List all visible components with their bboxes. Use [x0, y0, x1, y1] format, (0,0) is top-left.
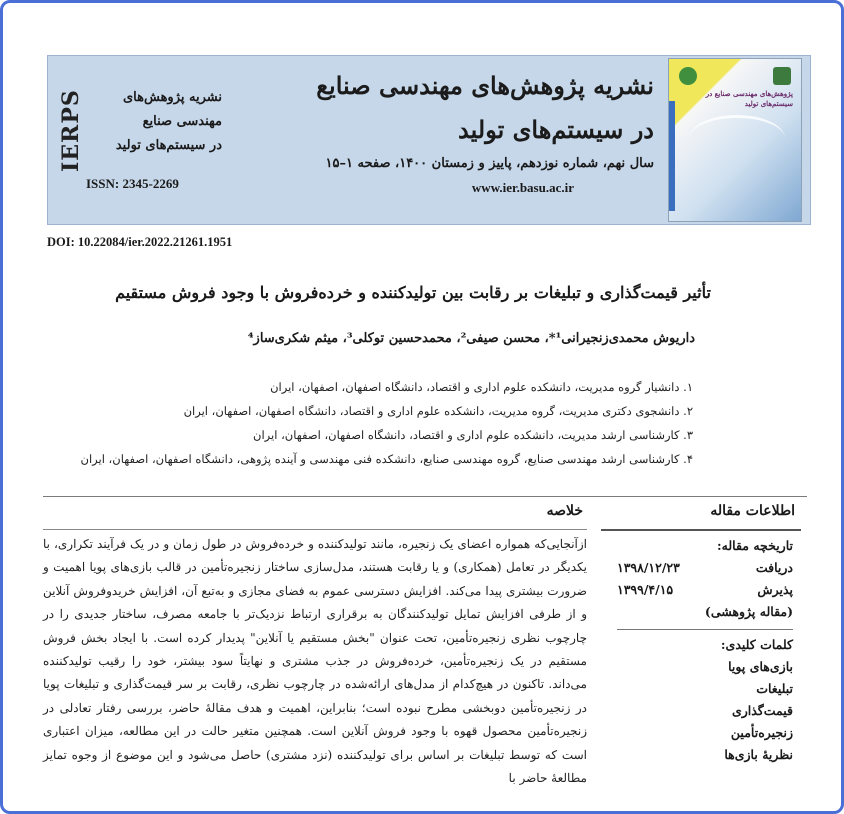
affiliation-item: ۱. دانشیار گروه مدیریت، دانشکده علوم اداری و اقتصاد، دانشگاه اصفهان، اصفهان، ایران: [270, 380, 693, 394]
article-type: (مقاله پژوهشی): [704, 604, 793, 619]
doi-link[interactable]: DOI: 10.22084/ier.2022.21261.1951: [47, 235, 233, 249]
divider: [43, 496, 807, 497]
keyword: بازی‌های پویا: [728, 659, 793, 674]
keyword: نظریهٔ بازی‌ها: [724, 747, 793, 762]
abstract-heading: خلاصه: [546, 503, 583, 519]
affiliation-item: ۴. کارشناسی ارشد مهندسی صنایع، گروه مهندسی صنایع، دانشکده فنی مهندسی و آینده پژوهی، دانشگاه اصفهان، اصفهان، ایران: [80, 452, 693, 466]
keywords-label: کلمات کلیدی:: [720, 637, 793, 652]
abstract-text: ازآنجایی‌که همواره اعضای یک زنجیره، مانند تولیدکننده و خرده‌فروش در طول زمان و در یک فرآیند تکراری، با یکدیگر در تعامل (همکاری) و یا رقابت هستند، مدل‌سازی ساختار زنجیره‌تأمین در قالب بازی‌های پویا اهمیت و ضرورت بیشتری پیدا می‌کند. افزایش دسترسی عموم به فضای مجازی و به‌تبع آن، افزایش خریدوفروش آنلاین و از طرفی افزایش تمایل تولیدکنندگان به برقراری ارتباط نزدیک‌تر با جامعه مصرف، ساختار جدیدی را در چارچوب نظری زنجیره‌تأمین، تحت عنوان "بخش مستقیم یا آنلاین" پدیدار کرده است. با ایجاد بخش فروش مستقیم در یک زنجیره‌تأمین، خرده‌فروش در جذب مشتری و نهایتاً سود بیشتر، خود را رقیب تولیدکننده می‌داند. تاکنون در هیچ‌کدام از مدل‌های ارائه‌شده در چارچوب نظری، رقابت بر سر قیمت‌گذاری و تبلیغات پویا در زنجیره‌تأمین دوبخشی مطرح نبوده است؛ بنابراین، اهمیت و هدف مقالهٔ حاضر، بررسی رفتار تعادلی در زنجیره‌تأمین محصول قهوه با وجود فروش آنلاین است. همچنین متغیر حالت در این مطالعه، میزان اعتباری است که توسط تبلیغات بر اساس برای تولیدکننده (نزد مشتری) حاصل می‌شود و این موضوع از وجوه تمایز مطالعهٔ حاضر با: [43, 537, 587, 786]
logo-text: نشریه پژوهش‌های مهندسی صنایع در سیستم‌های تولید: [115, 90, 222, 153]
ierps-logo: IERPS: [58, 89, 84, 172]
received-row: دریافت ۱۳۹۸/۱۲/۲۳: [617, 560, 793, 575]
affiliations: [80, 375, 693, 471]
university-logo-icon: [679, 67, 697, 85]
issue-info: سال نهم، شماره نوزدهم، پاییز و زمستان ۱۴۰۰، صفحه ۱–۱۵: [325, 156, 654, 171]
keyword: تبلیغات: [756, 681, 793, 696]
journal-cover-image: [668, 58, 802, 222]
issn: ISSN: 2345-2269: [86, 176, 179, 191]
affiliation-item: ۳. کارشناسی ارشد مدیریت، دانشکده علوم اداری و اقتصاد، دانشگاه اصفهان، اصفهان، ایران: [253, 428, 693, 442]
history-label: تاریخچه مقاله:: [717, 538, 793, 553]
journal-banner: [47, 55, 811, 225]
divider: [43, 529, 587, 530]
journal-logo: [56, 76, 226, 196]
article-info-heading: اطلاعات مقاله: [710, 503, 795, 519]
journal-website-link[interactable]: www.ier.basu.ac.ir: [471, 180, 574, 195]
cover-title: پژوهش‌های مهندسی صنایع در سیستم‌های تولید: [705, 89, 793, 108]
affiliation-item: ۲. دانشجوی دکتری مدیریت، گروه مدیریت، دانشکده علوم اداری و اقتصاد، دانشگاه اصفهان، اصفهان، ایران: [183, 404, 693, 418]
divider: [601, 529, 801, 531]
article-info: [617, 535, 793, 766]
divider: [617, 629, 793, 630]
emblem-icon: [773, 67, 791, 85]
authors: داریوش محمدی‌زنجیرانی¹*، محسن صیفی²، محمدحسین توکلی³، میثم شکری‌ساز⁴: [247, 331, 695, 346]
keyword: قیمت‌گذاری: [731, 703, 793, 718]
journal-title: نشریه پژوهش‌های مهندسی صنایع در سیستم‌های تولید: [316, 71, 654, 144]
keyword: زنجیره‌تأمین: [730, 725, 793, 740]
article-title: تأثیر قیمت‌گذاری و تبلیغات بر رقابت بین تولیدکننده و خرده‌فروش با وجود فروش مستقیم: [115, 283, 711, 302]
accepted-row: پذیرش ۱۳۹۹/۴/۱۵: [617, 582, 793, 597]
